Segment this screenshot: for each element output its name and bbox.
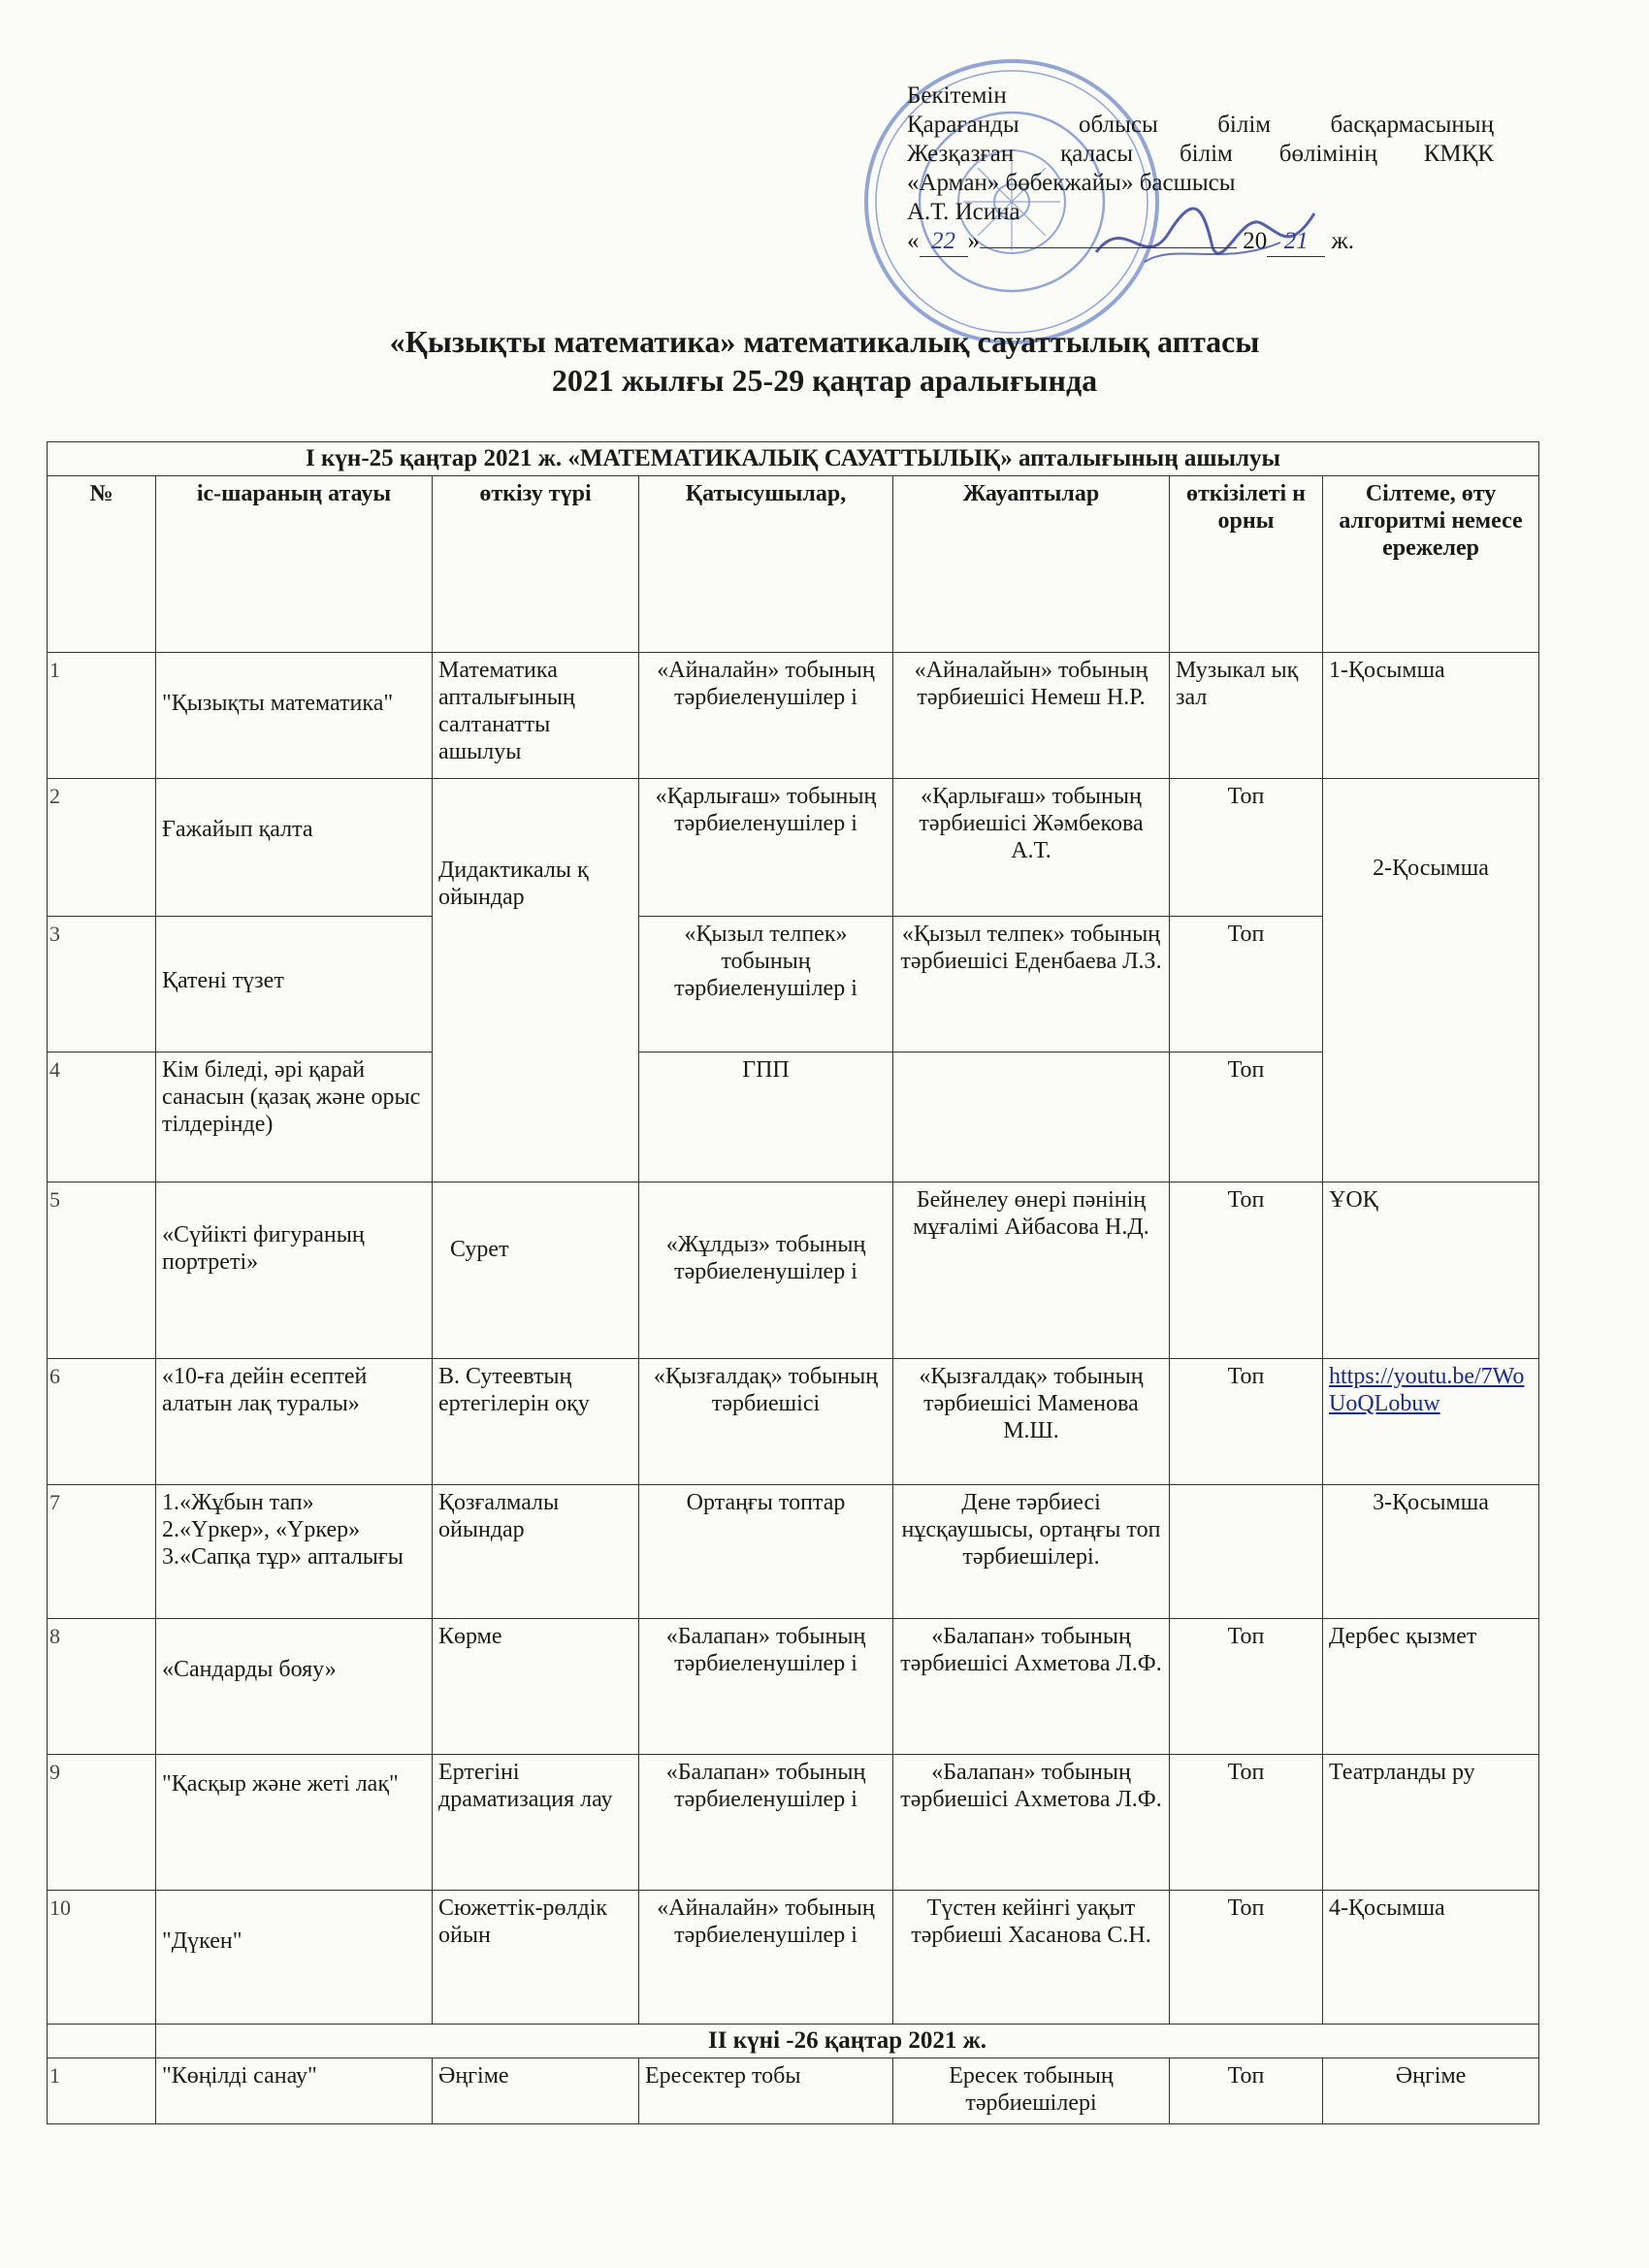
event-name: «Сүйікті фигураның портреті»	[156, 1183, 433, 1359]
reference: 4-Қосымша	[1323, 1891, 1539, 2025]
table-row	[48, 653, 1539, 779]
row-number: 1	[48, 2058, 156, 2124]
event-type: Ертегіні драматизация лау	[433, 1755, 639, 1891]
event-name: Ғажайып қалта	[156, 779, 433, 917]
table-row	[48, 1359, 1539, 1485]
table-row	[48, 1755, 1539, 1891]
responsible: «Айналайын» тобының тәрбиешісі Немеш Н.Р.	[893, 653, 1170, 779]
table-row	[48, 1183, 1539, 1359]
table-row	[48, 1053, 1539, 1183]
place: Топ	[1170, 1053, 1323, 1183]
reference: 3-Қосымша	[1323, 1485, 1539, 1619]
event-type: Қозғалмалы ойындар	[433, 1485, 639, 1619]
date-day: 22	[920, 227, 968, 257]
table-row	[48, 1891, 1539, 2025]
day-header-row	[48, 2025, 1539, 2058]
responsible: «Қызғалдақ» тобының тәрбиешісі Маменова М.Ш.	[893, 1359, 1170, 1485]
row-number: 3	[48, 917, 156, 1053]
document-title	[0, 322, 1649, 400]
participants: «Қарлығаш» тобының тәрбиеленушілер і	[639, 779, 893, 917]
col-header: Жауаптылар	[893, 476, 1170, 653]
participants: Ересектер тобы	[639, 2058, 893, 2124]
day-header-row	[48, 442, 1539, 476]
place: Топ	[1170, 1619, 1323, 1755]
participants: «Қызыл телпек» тобының тәрбиеленушілер і	[639, 917, 893, 1053]
row-number: 5	[48, 1183, 156, 1359]
day1-header: І күн-25 қаңтар 2021 ж. «МАТЕМАТИКАЛЫҚ САУАТТЫЛЫҚ» апталығының ашылуы	[48, 442, 1539, 476]
youtube-link[interactable]: https://youtu.be/7WoUoQLobuw	[1329, 1364, 1525, 1416]
place: Топ	[1170, 1183, 1323, 1359]
participants: «Балапан» тобының тәрбиеленушілер і	[639, 1755, 893, 1891]
schedule-table	[47, 441, 1539, 2124]
row-number: 1	[48, 653, 156, 779]
date-year-prefix: 20	[1243, 228, 1268, 254]
participants: «Балапан» тобының тәрбиеленушілер і	[639, 1619, 893, 1755]
responsible: «Қарлығаш» тобының тәрбиешісі Жәмбекова А.Т.	[893, 779, 1170, 917]
date-quote: »	[967, 228, 980, 254]
approval-line: Жезқазған қаласы білім бөлімінің КМҚК	[907, 141, 1494, 167]
title-line: «Қызықты математика» математикалық сауаттылық аптасы	[389, 324, 1260, 359]
place	[1170, 1485, 1323, 1619]
reference-link[interactable]	[1323, 1359, 1539, 1485]
table-row	[48, 917, 1539, 1053]
row-number: 6	[48, 1359, 156, 1485]
event-name: «10-ға дейін есептей алатын лақ туралы»	[156, 1359, 433, 1485]
event-type: Дидактикалы қ ойындар	[433, 779, 639, 1183]
col-header: №	[48, 476, 156, 653]
col-header: Сілтеме, өту алгоритмі немесе ережелер	[1323, 476, 1539, 653]
col-header: іс-шараның атауы	[156, 476, 433, 653]
column-header-row	[48, 476, 1539, 653]
responsible: Ересек тобының тәрбиешілері	[893, 2058, 1170, 2124]
participants: ГПП	[639, 1053, 893, 1183]
responsible: «Балапан» тобының тәрбиешісі Ахметова Л.Ф.	[893, 1755, 1170, 1891]
responsible: Дене тәрбиесі нұсқаушысы, ортаңғы топ тәрбиешілері.	[893, 1485, 1170, 1619]
responsible	[893, 1053, 1170, 1183]
event-type: Әңгіме	[433, 2058, 639, 2124]
reference: 2-Қосымша	[1323, 779, 1539, 1183]
event-name: "Қызықты математика"	[156, 653, 433, 779]
reference: Әңгіме	[1323, 2058, 1539, 2124]
row-number: 2	[48, 779, 156, 917]
reference: Театрланды ру	[1323, 1755, 1539, 1891]
approval-date	[907, 227, 1494, 257]
place: Топ	[1170, 1755, 1323, 1891]
table-row	[48, 779, 1539, 917]
date-quote: «	[907, 228, 920, 254]
event-name: «Сандарды бояу»	[156, 1619, 433, 1755]
row-number: 4	[48, 1053, 156, 1183]
title-line: 2021 жылғы 25-29 қаңтар аралығында	[551, 363, 1098, 398]
approval-line: А.Т. Исина	[907, 199, 1020, 225]
responsible: «Балапан» тобының тәрбиешісі Ахметова Л.Ф.	[893, 1619, 1170, 1755]
participants: «Жұлдыз» тобының тәрбиеленушілер і	[639, 1183, 893, 1359]
participants: «Қызғалдақ» тобының тәрбиешісі	[639, 1359, 893, 1485]
responsible: «Қызыл телпек» тобының тәрбиешісі Еденбаева Л.З.	[893, 917, 1170, 1053]
col-header: өткізілеті н орны	[1170, 476, 1323, 653]
event-type: Сурет	[433, 1183, 639, 1359]
place: Топ	[1170, 1359, 1323, 1485]
place: Музыкал ық зал	[1170, 653, 1323, 779]
approval-line: Қарағанды облысы білім басқармасының	[907, 112, 1494, 138]
event-name: Қатені түзет	[156, 917, 433, 1053]
reference: Дербес қызмет	[1323, 1619, 1539, 1755]
participants: «Айналайн» тобының тәрбиеленушілер і	[639, 1891, 893, 2025]
event-type: Көрме	[433, 1619, 639, 1755]
event-type: Математика апталығының салтанатты ашылуы	[433, 653, 639, 779]
date-year: 21	[1267, 227, 1325, 257]
row-number: 10	[48, 1891, 156, 2025]
responsible: Түстен кейінгі уақыт тәрбиеші Хасанова С.Н.	[893, 1891, 1170, 2025]
approval-line: «Арман» бөбекжайы» басшысы	[907, 170, 1236, 196]
reference: 1-Қосымша	[1323, 653, 1539, 779]
table-row	[48, 1485, 1539, 1619]
approval-line: Бекітемін	[907, 82, 1007, 109]
approval-block	[907, 81, 1494, 257]
event-name: 1.«Жұбын тап» 2.«Үркер», «Үркер» 3.«Сапқа тұр» апталығы	[156, 1485, 433, 1619]
row-number: 7	[48, 1485, 156, 1619]
place: Топ	[1170, 917, 1323, 1053]
place: Топ	[1170, 1891, 1323, 2025]
reference: ҰОҚ	[1323, 1183, 1539, 1359]
col-header: өткізу түрі	[433, 476, 639, 653]
event-type: В. Сутеевтың ертегілерін оқу	[433, 1359, 639, 1485]
event-name: "Көңілді санау"	[156, 2058, 433, 2124]
event-name: Кім біледі, әрі қарай санасын (қазақ және орыс тілдерінде)	[156, 1053, 433, 1183]
row-number: 9	[48, 1755, 156, 1891]
day2-header: ІІ күні -26 қаңтар 2021 ж.	[156, 2025, 1539, 2058]
table-row	[48, 1619, 1539, 1755]
row-number: 8	[48, 1619, 156, 1755]
event-type: Сюжеттік-рөлдік ойын	[433, 1891, 639, 2025]
table-row	[48, 2058, 1539, 2124]
place: Топ	[1170, 2058, 1323, 2124]
col-header: Қатысушылар,	[639, 476, 893, 653]
responsible: Бейнелеу өнері пәнінің мұғалімі Айбасова Н.Д.	[893, 1183, 1170, 1359]
event-name: "Қасқыр және жеті лақ"	[156, 1755, 433, 1891]
participants: Ортаңғы топтар	[639, 1485, 893, 1619]
place: Топ	[1170, 779, 1323, 917]
date-suffix: ж.	[1331, 228, 1355, 254]
participants: «Айналайн» тобының тәрбиеленушілер і	[639, 653, 893, 779]
event-name: "Дүкен"	[156, 1891, 433, 2025]
